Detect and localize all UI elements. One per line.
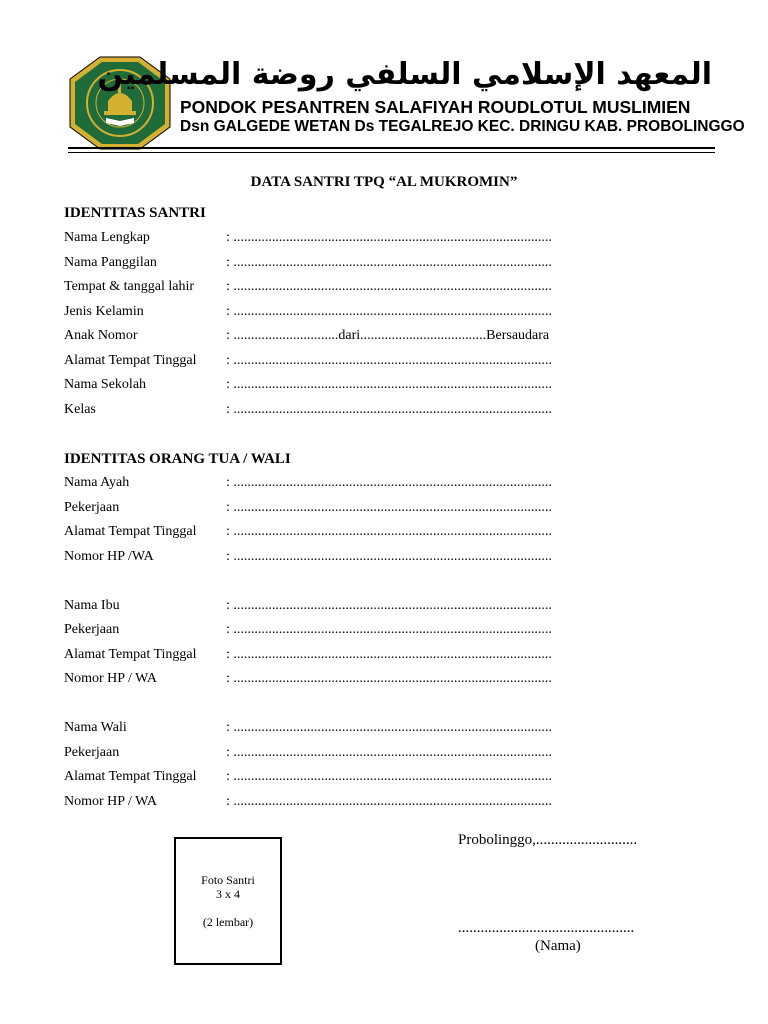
field-label: Nama Ayah xyxy=(64,475,130,490)
field-label: Nama Lengkap xyxy=(64,230,150,245)
field-label: Pekerjaan xyxy=(64,745,120,760)
field-blank: : ........................................................................................... xyxy=(226,745,552,760)
field-label: Alamat Tempat Tinggal xyxy=(64,769,197,784)
form-row xyxy=(64,598,604,618)
field-label: Nama Panggilan xyxy=(64,255,157,270)
document-title: DATA SANTRI TPQ “AL MUKROMIN” xyxy=(250,174,518,190)
form-row xyxy=(64,769,604,789)
form-row xyxy=(64,377,604,397)
field-label: Nomor HP / WA xyxy=(64,671,157,686)
form-row xyxy=(64,500,604,520)
signature-name: (Nama) xyxy=(535,938,581,954)
form-row xyxy=(64,647,604,667)
field-blank: : ........................................................................................... xyxy=(226,524,552,539)
field-blank: : ........................................................................................... xyxy=(226,353,552,368)
field-label: Tempat & tanggal lahir xyxy=(64,279,195,294)
field-label: Kelas xyxy=(64,402,96,417)
header-rule-thick xyxy=(68,147,715,149)
field-label: Nama Sekolah xyxy=(64,377,147,392)
form-row xyxy=(64,524,604,544)
arabic-institution-name: المعهد الإسلامي السلفي روضة المسلمين xyxy=(97,57,712,92)
field-blank: : ........................................................................................... xyxy=(226,549,552,564)
field-blank: : ........................................................................................... xyxy=(226,769,552,784)
field-label: Nomor HP / WA xyxy=(64,794,157,809)
form-row xyxy=(64,304,604,324)
place-date-line: Probolinggo,........................... xyxy=(458,832,638,848)
signature-line: ............................................... xyxy=(458,920,635,936)
field-blank: : ..............................dari....................................Bersaudara xyxy=(226,328,550,343)
form-row xyxy=(64,549,604,569)
field-label: Jenis Kelamin xyxy=(64,304,144,319)
field-label: Nomor HP /WA xyxy=(64,549,154,564)
field-blank: : ........................................................................................... xyxy=(226,622,552,637)
field-blank: : ........................................................................................... xyxy=(226,598,552,613)
form-row xyxy=(64,671,604,691)
photo-size: 3 x 4 xyxy=(216,887,240,901)
field-label: Alamat Tempat Tinggal xyxy=(64,353,197,368)
form-row xyxy=(64,622,604,642)
field-blank: : ........................................................................................... xyxy=(226,255,552,270)
form-row xyxy=(64,475,604,495)
header-rule-thin xyxy=(68,152,715,153)
form-row xyxy=(64,328,604,348)
form-row xyxy=(64,794,604,814)
photo-count: (2 lembar) xyxy=(202,915,254,929)
field-blank: : ........................................................................................... xyxy=(226,230,552,245)
mosque-base-icon xyxy=(104,111,136,115)
form-row xyxy=(64,720,604,740)
form-row xyxy=(64,745,604,765)
field-blank: : ........................................................................................... xyxy=(226,647,552,662)
form-row xyxy=(64,255,604,275)
field-blank: : ........................................................................................... xyxy=(226,279,552,294)
field-label: Nama Wali xyxy=(64,720,127,735)
section-heading-parents: IDENTITAS ORANG TUA / WALI xyxy=(64,451,291,467)
field-blank: : ........................................................................................... xyxy=(226,794,552,809)
field-label: Nama Ibu xyxy=(64,598,120,613)
field-blank: : ........................................................................................... xyxy=(226,671,552,686)
field-blank: : ........................................................................................... xyxy=(226,377,552,392)
field-blank: : ........................................................................................... xyxy=(226,402,552,417)
form-row xyxy=(64,230,604,250)
form-row xyxy=(64,402,604,422)
field-label: Pekerjaan xyxy=(64,622,120,637)
field-label: Alamat Tempat Tinggal xyxy=(64,524,197,539)
form-row xyxy=(64,353,604,373)
form-row xyxy=(64,279,604,299)
field-blank: : ........................................................................................... xyxy=(226,475,552,490)
section-heading-santri: IDENTITAS SANTRI xyxy=(64,205,206,221)
field-label: Pekerjaan xyxy=(64,500,120,515)
field-label: Anak Nomor xyxy=(64,328,138,343)
photo-placeholder-box xyxy=(174,837,282,965)
field-label: Alamat Tempat Tinggal xyxy=(64,647,197,662)
field-blank: : ........................................................................................... xyxy=(226,304,552,319)
institution-address: Dsn GALGEDE WETAN Ds TEGALREJO KEC. DRINGU KAB. PROBOLINGGO xyxy=(180,118,745,135)
institution-name: PONDOK PESANTREN SALAFIYAH ROUDLOTUL MUSLIMIEN xyxy=(180,97,691,117)
field-blank: : ........................................................................................... xyxy=(226,720,552,735)
field-blank: : ........................................................................................... xyxy=(226,500,552,515)
photo-caption: Foto Santri xyxy=(201,873,255,887)
